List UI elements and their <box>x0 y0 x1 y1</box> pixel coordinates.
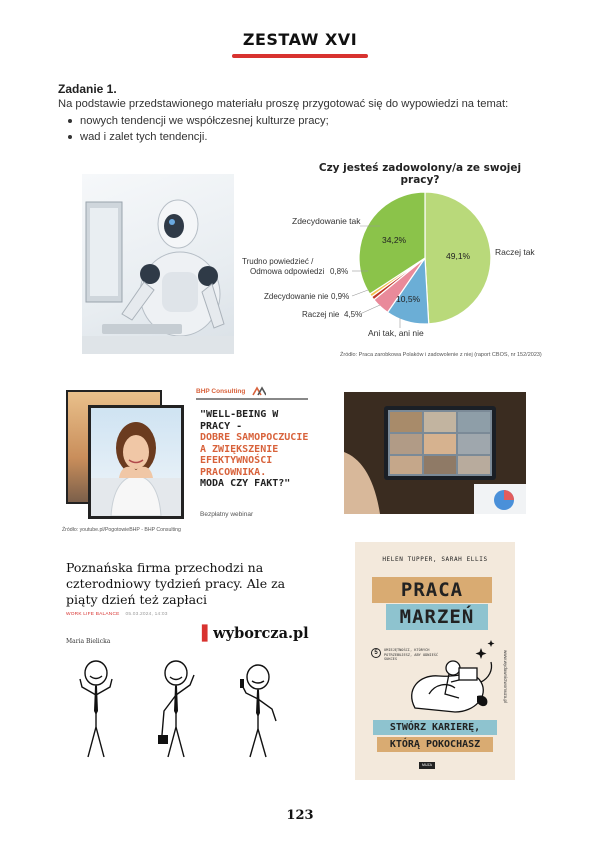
book-title: PRACA <box>372 577 492 603</box>
article-date: 05.03.2024, 14:03 <box>125 612 168 617</box>
task-label: Zadanie 1. <box>58 82 117 96</box>
pie-label: Raczej tak <box>495 247 535 257</box>
pie-value-label: 49,1% <box>446 251 471 261</box>
book-subtitle: STWÓRZ KARIERĘ, <box>373 720 497 735</box>
divider <box>196 398 308 400</box>
article-category: WORK LIFE BALANCE <box>66 612 120 617</box>
task-bullets <box>66 113 329 145</box>
task-bullet: nowych tendencji we współczesnej kulturze pracy; <box>66 113 329 129</box>
book-subtitle: KTÓRĄ POKOCHASZ <box>377 737 493 752</box>
pie-value-label: 10,5% <box>396 294 421 304</box>
pie-value-label: 4,5% <box>344 310 363 319</box>
webinar-subtitle: Bezpłatny webinar <box>200 511 254 518</box>
pie-value-label: 0,9% <box>331 292 350 301</box>
pie-value-label: 0,8% <box>330 267 349 276</box>
book-number-badge: 5 <box>371 648 381 658</box>
article-author: Maria Bielicka <box>66 638 111 645</box>
video-call-photo <box>344 392 526 514</box>
pie-label: Raczej nie <box>302 310 340 319</box>
stick-figures-illustration <box>70 655 300 765</box>
task-intro: Na podstawie przedstawionego materiału proszę przygotować się do wypowiedzi na temat: <box>58 98 509 110</box>
page-title: ZESTAW XVI <box>242 30 358 49</box>
wyborcza-logo-text: wyborcza.pl <box>213 625 309 642</box>
chart-source: Źródło: Praca zarobkowa Polaków i zadowolenie z niej (raport CBOS, nr 152/2023) <box>340 352 542 358</box>
bhp-logo-icon <box>252 386 266 396</box>
webinar-title-line: "WELL-BEING W PRACY - <box>200 409 279 432</box>
webinar-title <box>200 409 310 490</box>
webinar-title-line: MODA CZY FAKT?" <box>200 478 291 489</box>
book-title: MARZEŃ <box>386 604 488 630</box>
chart-title: Czy jesteś zadowolony/a ze swojej pracy? <box>318 162 522 186</box>
task-bullet: wad i zalet tych tendencji. <box>66 129 329 145</box>
article-meta <box>66 612 168 617</box>
webinar-title-highlight: DOBRE SAMOPOCZUCIE A ZWIĘKSZENIE EFEKTYWNOŚCI PRACOWNIKA. <box>200 432 309 478</box>
webinar-source: Źródło: youtube.pl/PogotowieBHP - BHP Consulting <box>62 527 181 533</box>
title-underline <box>232 54 368 58</box>
page-number: 123 <box>286 808 314 823</box>
book-illustration <box>395 638 500 720</box>
pie-label: Ani tak, ani nie <box>368 328 424 338</box>
pie-label: Odmowa odpowiedzi <box>250 267 325 276</box>
woman-photo <box>88 405 184 519</box>
article-title: Poznańska firma przechodzi na czterodniowy tydzień pracy. Ale za piąty dzień też zapłaci <box>66 560 286 607</box>
pie-chart <box>240 178 560 363</box>
book-authors: HELEN TUPPER, SARAH ELLIS <box>382 556 488 563</box>
pie-value-label: 34,2% <box>382 235 407 245</box>
pie-label: Zdecydowanie tak <box>292 216 361 226</box>
wyborcza-logo-mark: ▌ <box>202 625 214 642</box>
robot-photo <box>82 174 234 354</box>
book-side-text: www.wydawnictwomuza.pl <box>503 650 508 704</box>
pie-label: Trudno powiedzieć / <box>242 257 314 266</box>
wyborcza-logo <box>202 625 309 642</box>
book-description: UMIEJĘTNOŚCI, KTÓRYCH POTRZEBUJESZ, ABY ODNIEŚĆ SUKCES <box>384 648 439 662</box>
book-publisher-logo: MUZA <box>419 762 435 769</box>
bhp-consulting-logo: BHP Consulting <box>196 388 246 395</box>
pie-label: Zdecydowanie nie <box>264 292 329 301</box>
